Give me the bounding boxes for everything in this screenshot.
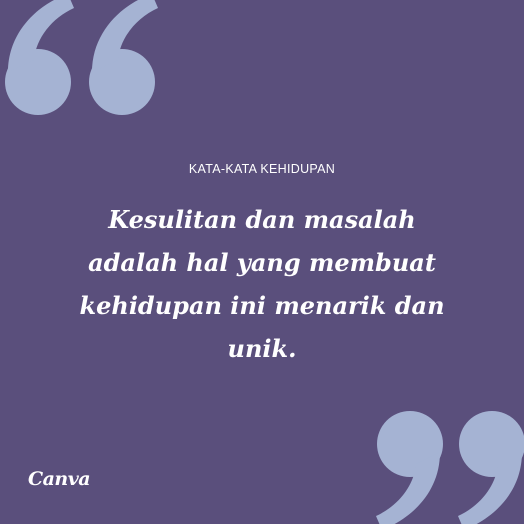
canva-logo: Canva bbox=[28, 468, 91, 490]
quote-text: Kesulitan dan masalah adalah hal yang membuat kehidupan ini menarik dan unik. bbox=[79, 205, 445, 363]
left-double-quote-icon bbox=[0, 0, 170, 130]
quote-category-label: KATA-KATA KEHIDUPAN bbox=[188, 162, 336, 176]
right-double-quote-icon bbox=[368, 404, 524, 524]
